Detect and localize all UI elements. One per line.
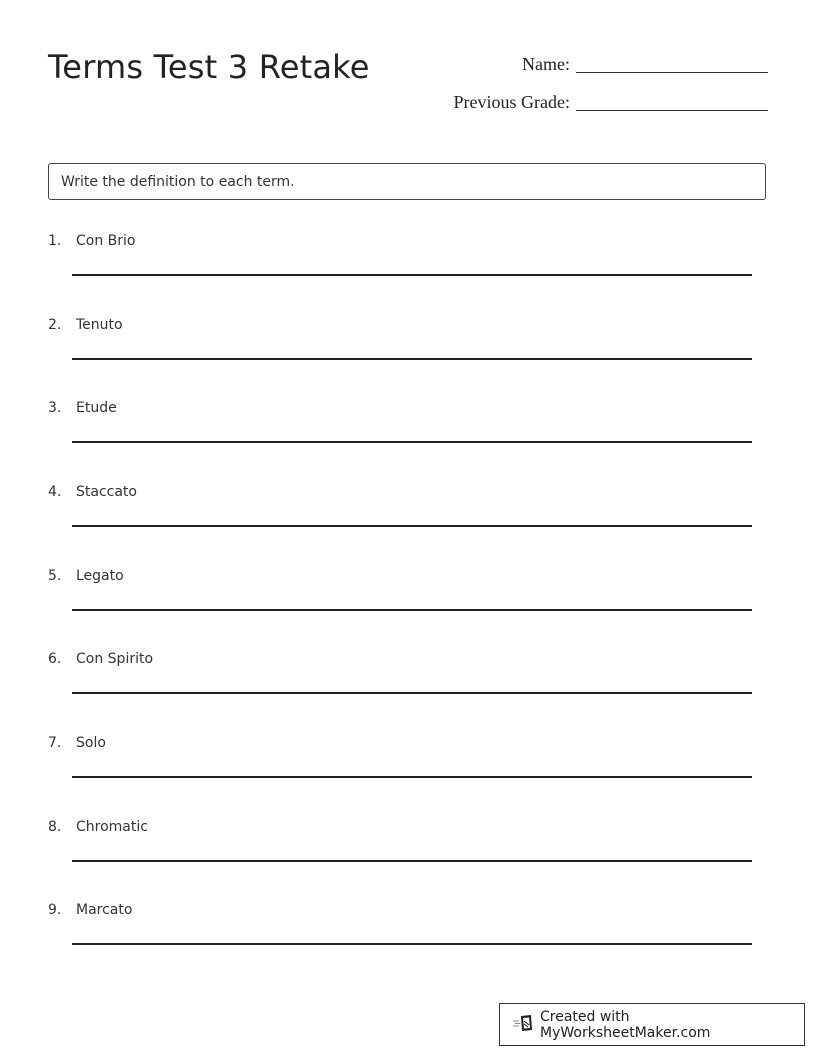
answer-line[interactable] xyxy=(72,776,752,778)
answer-line[interactable] xyxy=(72,860,752,862)
worksheet-logo-icon xyxy=(512,1014,540,1036)
question-term: Con Brio xyxy=(76,233,136,249)
question-term: Solo xyxy=(76,735,106,751)
question-term: Chromatic xyxy=(76,819,148,835)
previous-grade-field-row xyxy=(454,92,768,111)
question-number: 8. xyxy=(48,819,62,835)
answer-line[interactable] xyxy=(72,358,752,360)
question-number: 6. xyxy=(48,651,62,667)
question-number: 9. xyxy=(48,902,62,918)
question-number: 5. xyxy=(48,568,62,584)
question-number: 7. xyxy=(48,735,62,751)
question-term: Con Spirito xyxy=(76,651,154,667)
question-number: 1. xyxy=(48,233,62,249)
name-field[interactable] xyxy=(576,54,768,73)
footer-text: Created with MyWorksheetMaker.com xyxy=(540,1008,711,1041)
instructions-box: Write the definition to each term. xyxy=(48,163,766,200)
name-label: Name: xyxy=(522,54,570,74)
question-number: 2. xyxy=(48,317,62,333)
answer-line[interactable] xyxy=(72,609,752,611)
page-title: Terms Test 3 Retake xyxy=(48,48,370,86)
name-field-row xyxy=(522,54,768,73)
question-term: Tenuto xyxy=(76,317,123,333)
answer-line[interactable] xyxy=(72,441,752,443)
previous-grade-label: Previous Grade: xyxy=(453,92,570,112)
answer-line[interactable] xyxy=(72,274,752,276)
answer-line[interactable] xyxy=(72,525,752,527)
question-term: Marcato xyxy=(76,902,133,918)
footer-credit[interactable] xyxy=(499,1003,805,1046)
question-term: Staccato xyxy=(76,484,137,500)
question-term: Etude xyxy=(76,400,117,416)
question-term: Legato xyxy=(76,568,124,584)
question-number: 4. xyxy=(48,484,62,500)
answer-line[interactable] xyxy=(72,943,752,945)
question-number: 3. xyxy=(48,400,62,416)
previous-grade-field[interactable] xyxy=(576,92,768,111)
answer-line[interactable] xyxy=(72,692,752,694)
